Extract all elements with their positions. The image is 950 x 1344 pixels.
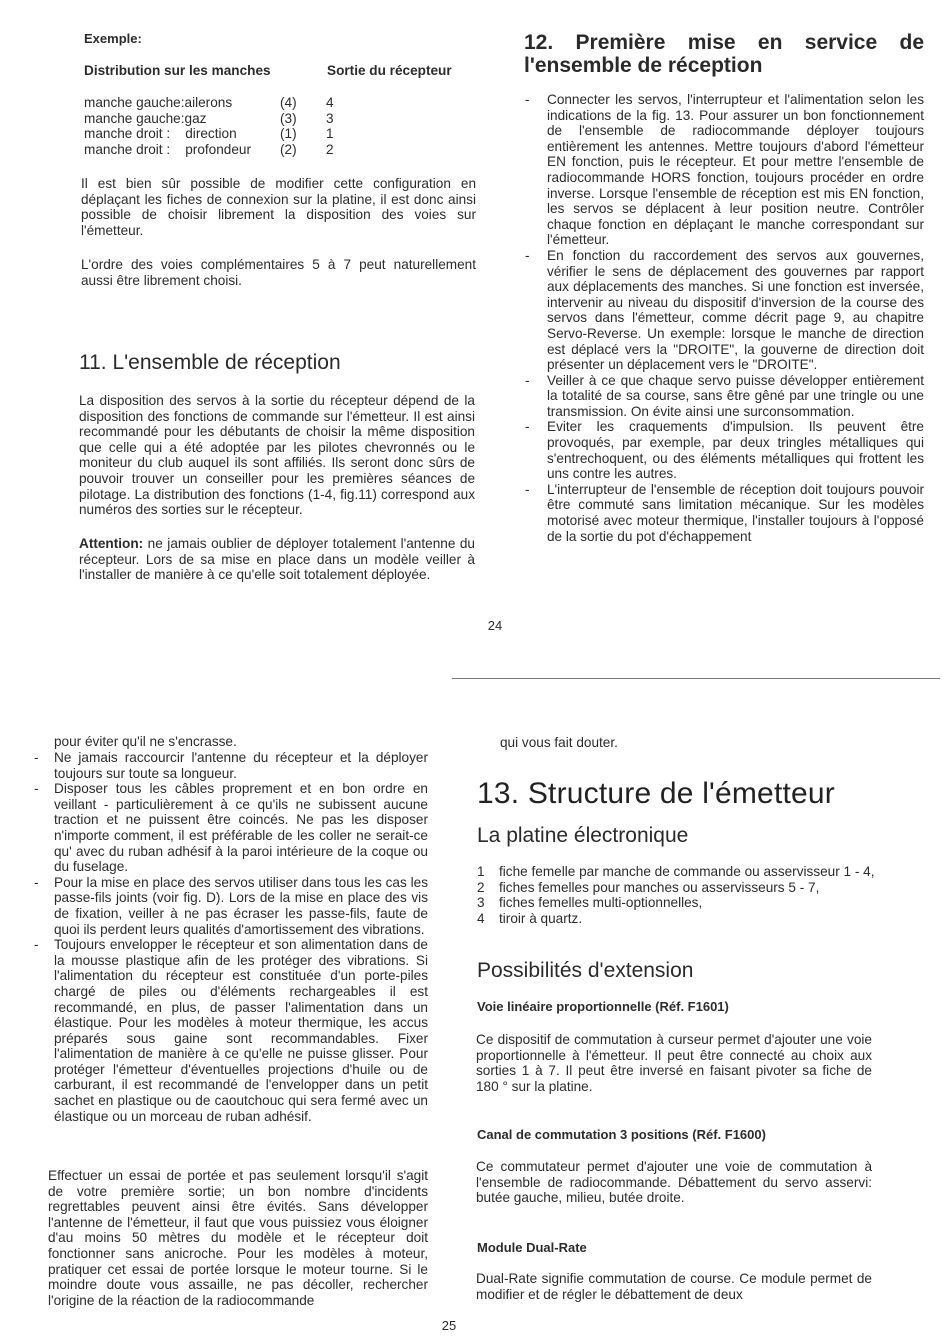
page-number-24: 24 <box>487 618 503 633</box>
platine-title: La platine électronique <box>477 824 689 847</box>
paragraph-modify-config: Il est bien sûr possible de modifier cette configuration en déplaçant les fiches de connexion sur la platine, il est donc ainsi possible de choisir librement la disposition des voies sur l'émetteur. <box>81 176 476 238</box>
stick-cell: manche droit : profondeur <box>84 141 251 157</box>
platine-list <box>477 864 877 926</box>
paragraph-channel-order: L'ordre des voies complémentaires 5 à 7 peut naturellement aussi être librement choisi. <box>81 257 476 288</box>
precautions-list <box>32 750 428 1124</box>
page-24 <box>0 0 950 640</box>
code-cell: (1) <box>280 126 297 142</box>
list-item: - Ne jamais raccourcir l'antenne du récepteur et la déployer toujours sur toute sa longueur. <box>32 750 428 781</box>
output-cell: 4 <box>326 95 334 110</box>
section-12-title: 12. Première mise en service de l'ensemble de réception <box>524 31 924 77</box>
section-12-list <box>521 92 924 544</box>
list-item: - Veiller à ce que chaque servo puisse développer entièrement la totalité de sa course, sans être gêné par une tringle ou une transmission. On évite ainsi une surconsommation. <box>521 373 924 420</box>
distribution-table <box>84 95 334 157</box>
right-continuation: qui vous fait douter. <box>500 735 618 750</box>
code-cell: (3) <box>280 110 297 126</box>
page-number-25: 25 <box>441 1318 457 1333</box>
page-25 <box>0 700 950 1344</box>
attention-note <box>79 536 475 583</box>
distribution-header-left: Distribution sur les manches <box>84 63 271 78</box>
section-11-body: La disposition des servos à la sortie du récepteur dépend de la disposition des fonctions de commande sur l'émetteur. Il est ainsi recommandé pour les débutants de choisir la même disposition que celle qui a été adoptée par les pilotes chevronnés ou le moniteur du club auquel ils sont affiliés. Ils seront donc sûrs de pouvoir trouver un conseiller pour les premières séances de pilotage. La distribution des fonctions (1-4, fig.11) correspond aux numéros des sorties sur le récepteur. <box>79 393 475 518</box>
ext3-title: Module Dual-Rate <box>477 1240 587 1255</box>
ext1-title: Voie linéaire proportionnelle (Réf. F1601) <box>477 999 729 1014</box>
continuation-line: pour éviter qu'il ne s'encrasse. <box>54 734 237 749</box>
stick-cell: manche gauche:gaz <box>84 110 207 126</box>
stick-cell: manche gauche:ailerons <box>84 95 233 110</box>
table-row <box>84 142 334 158</box>
ext2-body: Ce commutateur permet d'ajouter une voie de commutation à l'ensemble de radiocommande. Débattement du servo asservi: butée gauche, milieu, butée droite. <box>476 1159 872 1206</box>
ext3-body: Dual-Rate signifie commutation de course. Ce module permet de modifier et de régler le débattement de deux <box>476 1271 872 1302</box>
attention-body: ne jamais oublier de déployer totalement l'antenne du récepteur. Lors de sa mise en place dans un modèle veiller à l'installer de manière à ce qu'elle soit totalement déployée. <box>79 536 475 583</box>
list-item: - Pour la mise en place des servos utiliser dans tous les cas les passe-fils joints (voir fig. D). Lors de la mise en place des vis de fixation, veiller à ne pas écraser les passe-fils, faute de quoi ils perdent leurs qualités d'amortissement des vibrations. <box>32 875 428 937</box>
table-row <box>84 95 334 111</box>
range-test-paragraph: Effectuer un essai de portée et pas seulement lorsqu'il s'agit de votre première sortie; un bon nombre d'incidents regrettables peuvent ainsi être évités. Sans développer l'antenne de l'émetteur, il faut que vous puissiez vous éloigner d'au moins 50 mètres du modèle et le récepteur doit fonctionner sans anicroche. Pour les modèles à moteur, pratiquer cet essai de portée lorsque le moteur tourne. Si le moindre doute vous assaille, ne pas décoller, rechercher l'origine de la réaction de la radiocommande <box>48 1168 428 1308</box>
ext2-title: Canal de commutation 3 positions (Réf. F1600) <box>477 1127 766 1142</box>
ext1-body: Ce dispositif de commutation à curseur permet d'ajouter une voie proportionnelle à l'émetteur. Il peut être connecté au choix aux sorties 1 à 7. Il peut être inversé en faisant pivoter sa fiche de 180 ° sur la platine. <box>476 1032 872 1094</box>
extension-title: Possibilités d'extension <box>477 959 694 982</box>
section-13-title: 13. Structure de l'émetteur <box>477 777 835 810</box>
list-item: - Disposer tous les câbles proprement et en bon ordre en veillant - particulièrement à ce qu'ils ne subissent aucune traction et ne puissent être coincés. Ne pas les disposer n'importe comment, il est préférable de les coller ne serait-ce qu' avec du ruban adhésif à la paroi intérieure de la coque ou du fuselage. <box>32 781 428 875</box>
output-cell: 1 <box>326 126 334 142</box>
list-item: 4 tiroir à quartz. <box>477 910 583 926</box>
code-cell: (2) <box>280 141 297 157</box>
output-cell: 2 <box>326 141 334 157</box>
table-row <box>84 126 334 142</box>
section-11-title: 11. L'ensemble de réception <box>79 351 341 374</box>
list-item: 3 fiches femelles multi-optionnelles, <box>477 895 703 911</box>
list-item: - Connecter les servos, l'interrupteur et l'alimentation selon les indications de la fig. 13. Pour assurer un bon fonctionnement de l'ensemble de radiocommande déployer toujours entièrement les antennes. Mettre toujours d'abord l'émetteur EN fonction, puis le récepteur. Et pour mettre l'ensemble de radiocommande HORS fonction, toujours procéder en ordre inverse. Lorsque l'ensemble de réception est mis EN fonction, les servos se déplacent à leur position neutre. Contrôler chaque fonction en déplaçant le manche correspondant sur l'émetteur. <box>521 92 924 248</box>
list-item: 2 fiches femelles pour manches ou asservisseurs 5 - 7, <box>477 879 820 895</box>
attention-label: Attention: <box>79 536 144 551</box>
page-divider <box>452 678 940 679</box>
distribution-header-right: Sortie du récepteur <box>327 63 452 78</box>
list-item: - L'interrupteur de l'ensemble de réception doit toujours pouvoir être commuté sans limitation mécanique. Sur les modèles motorisé avec moteur thermique, l'installer toujours à l'opposé de la sortie du pot d'échappement <box>521 482 924 544</box>
stick-cell: manche droit : direction <box>84 126 237 142</box>
example-label: Exemple: <box>84 31 142 46</box>
list-item: - En fonction du raccordement des servos aux gouvernes, vérifier le sens de déplacement des gouvernes par rapport aux déplacements des manches. Si une fonction est inversée, intervenir au niveau du dispositif d'inversion de la course des servos dans l'émetteur, comme décrit page 9, au chapitre Servo-Reverse. Un exemple: lorsque le manche de direction est déplacé vers la "DROITE", la gouverne de direction doit présenter un déplacement vers le "DROITE". <box>521 248 924 373</box>
table-row <box>84 111 334 127</box>
list-item: 1 fiche femelle par manche de commande ou asservisseur 1 - 4, <box>477 864 875 879</box>
output-cell: 3 <box>326 110 334 126</box>
list-item: - Eviter les craquements d'impulsion. Ils peuvent être provoqués, par exemple, par deux tringles métalliques qui s'entrechoquent, ou des éléments métalliques qui frottent les uns contre les autres. <box>521 419 924 481</box>
code-cell: (4) <box>280 95 297 110</box>
list-item: - Toujours envelopper le récepteur et son alimentation dans de la mousse plastique afin de les protéger des vibrations. Si l'alimentation du récepteur est constituée d'un porte-piles chargé de piles ou d'éléments rechargeables il est recommandé, en plus, de passer l'alimentation dans un élastique. Pour les modèles à moteur thermique, les accus préparés sous gaine sont recommandables. Fixer l'alimentation de manière à ce qu'elle ne puisse glisser. Pour protéger l'émetteur d'éventuelles projections d'huile ou de carburant, il est recommandé de l'envelopper dans un petit sachet en plastique ou de caoutchouc qui sera fermé avec un élastique ou un morceau de ruban adhésif. <box>32 937 428 1124</box>
